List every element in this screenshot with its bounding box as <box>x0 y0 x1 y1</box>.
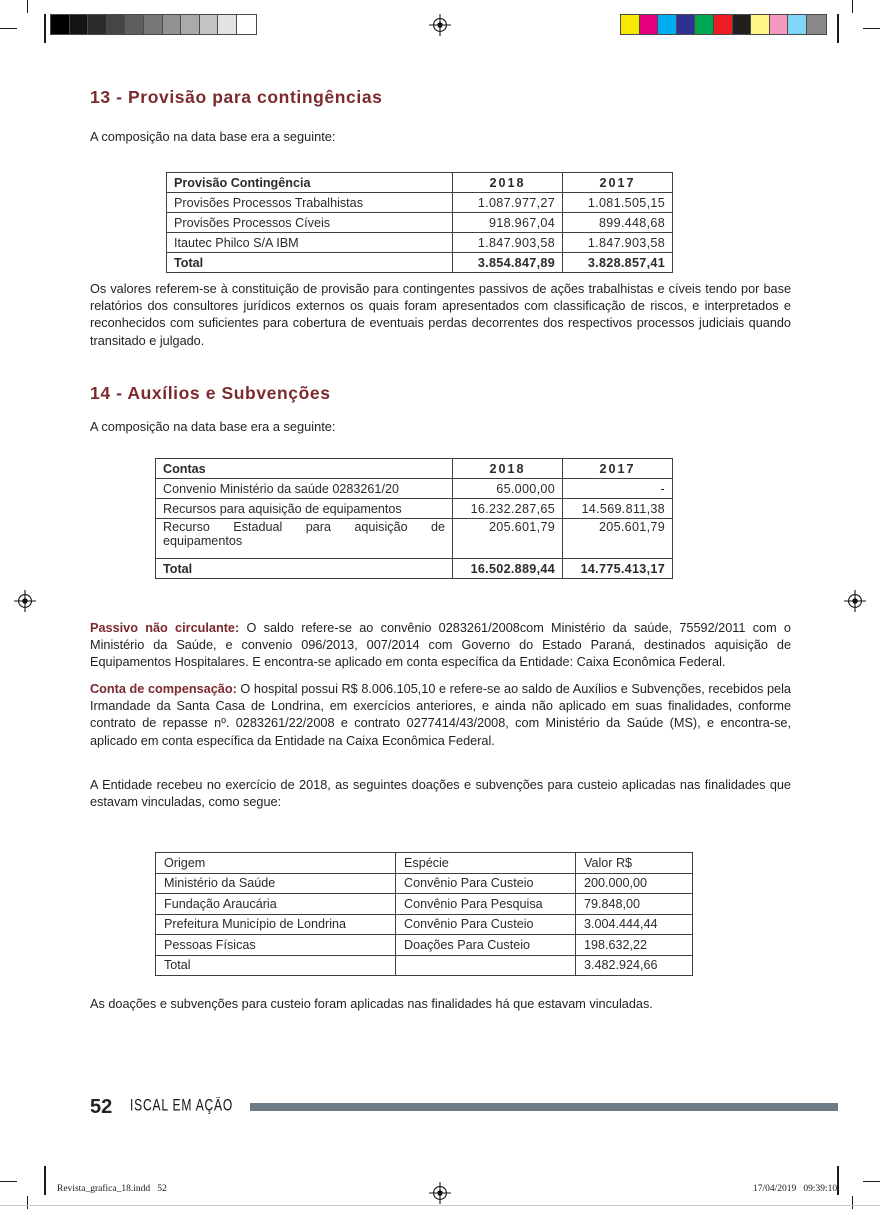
table-header-row <box>156 459 673 479</box>
column-header: Valor R$ <box>576 853 693 874</box>
table-header-row <box>167 173 673 193</box>
color-swatch <box>144 15 163 34</box>
registration-mark-icon <box>429 1182 451 1204</box>
cell-label: Fundação Araucária <box>156 894 396 915</box>
cell-value: 79.848,00 <box>576 894 693 915</box>
cell-value: 14.775.413,17 <box>563 559 673 579</box>
cell-value: 899.448,68 <box>563 213 673 233</box>
passivo-paragraph <box>90 620 791 672</box>
column-header: Provisão Contingência <box>167 173 453 193</box>
column-header: 2018 <box>453 459 563 479</box>
contas-table <box>155 458 673 579</box>
color-swatch <box>163 15 182 34</box>
print-file-slug: Revista_grafica_18.indd 52 <box>57 1184 167 1194</box>
cell-value: 3.482.924,66 <box>576 955 693 976</box>
conta-compensacao-text: O hospital possui R$ 8.006.105,10 e refere-se ao saldo de Auxílios e Subvenções, recebidos pela Irmandade da Santa Casa de Londrina, em exercícios anteriores, e ainda não aplicado em suas finalidades, conforme contrato de repasse nº. 0283261/22/2008 e contrato 0277414/43/2008, com Ministério da Saúde (MS), e encontra-se, aplicado em conta específica da Entidade na Caixa Econômica Federal. <box>90 682 791 748</box>
color-swatch <box>770 15 789 34</box>
table-row <box>156 873 693 894</box>
color-swatch <box>125 15 144 34</box>
print-datetime-slug: 17/04/2019 09:39:10 <box>753 1184 838 1194</box>
registration-mark-icon <box>844 590 866 612</box>
passivo-text: O saldo refere-se ao convênio 0283261/2008com Ministério da saúde, 75592/2011 com o Ministério da Saúde, e convenio 096/2013, 007/2014 com Governo do Estado Paraná, destinados aquisição de Equipamentos Hospitalares. E encontra-se aplicado em conta específica da Entidade: Caixa Econômica Federal. <box>90 621 791 670</box>
cell-label: Prefeitura Município de Londrina <box>156 914 396 935</box>
crop-mark <box>0 28 17 29</box>
provisao-contingencia-table <box>166 172 673 273</box>
section-13-intro: A composição na data base era a seguinte: <box>90 129 336 144</box>
table-row <box>156 935 693 956</box>
cell-value: Doações Para Custeio <box>396 935 576 956</box>
color-swatch <box>751 15 770 34</box>
grayscale-calibration-bar <box>50 14 257 35</box>
cell-value: 14.569.811,38 <box>563 499 673 519</box>
cell-value: 1.847.903,58 <box>563 233 673 253</box>
crop-mark <box>27 0 28 13</box>
cell-value: 16.502.889,44 <box>453 559 563 579</box>
color-swatch <box>714 15 733 34</box>
cell-value: 1.087.977,27 <box>453 193 563 213</box>
table-row <box>156 894 693 915</box>
color-swatch <box>181 15 200 34</box>
trim-mark <box>837 14 839 43</box>
cell-value: 205.601,79 <box>563 519 673 559</box>
color-swatch <box>218 15 237 34</box>
column-header: 2017 <box>563 173 673 193</box>
color-calibration-bar <box>620 14 827 35</box>
section-14-title: 14 - Auxílios e Subvenções <box>90 383 331 403</box>
section-13-paragraph: Os valores referem-se à constituição de provisão para contingentes passivos de ações trabalhistas e cíveis tendo por base relatórios dos consultores jurídicos externos os quais foram apresentados com classificação de riscos, e interpretados e reconhecidos com suficientes para cobertura de eventuais perdas decorrentes dos respectivos processos judiciais quando transitado e julgado. <box>90 282 791 348</box>
doacoes-intro-paragraph: A Entidade recebeu no exercício de 2018, as seguintes doações e subvenções para custeio aplicadas nas finalidades que estavam vinculadas, como segue: <box>90 778 791 810</box>
trim-mark <box>837 1166 839 1195</box>
column-header: 2018 <box>453 173 563 193</box>
origem-especie-valor-table <box>155 852 693 976</box>
closing-paragraph: As doações e subvenções para custeio foram aplicadas nas finalidades há que estavam vinculadas. <box>90 997 653 1011</box>
color-swatch <box>733 15 752 34</box>
color-swatch <box>237 15 256 34</box>
crop-mark <box>27 1196 28 1209</box>
table-row <box>156 519 673 559</box>
color-swatch <box>695 15 714 34</box>
cell-label: Total <box>156 955 396 976</box>
color-swatch <box>200 15 219 34</box>
cell-label: Provisões Processos Trabalhistas <box>167 193 453 213</box>
cell-value: 200.000,00 <box>576 873 693 894</box>
footer-divider-bar <box>250 1103 838 1111</box>
table-header-row <box>156 853 693 874</box>
cell-value: 16.232.287,65 <box>453 499 563 519</box>
cell-label: Recurso Estadual para aquisição de equipamentos <box>156 519 453 559</box>
cell-value: 65.000,00 <box>453 479 563 499</box>
conta-compensacao-lead: Conta de compensação: <box>90 682 237 696</box>
crop-mark <box>0 1181 17 1182</box>
cell-value: 1.081.505,15 <box>563 193 673 213</box>
cell-label: Recursos para aquisição de equipamentos <box>156 499 453 519</box>
cell-label: Ministério da Saúde <box>156 873 396 894</box>
color-swatch <box>70 15 89 34</box>
color-swatch <box>677 15 696 34</box>
registration-mark-icon <box>429 14 451 36</box>
page-bottom-edge <box>0 1205 880 1206</box>
color-swatch <box>658 15 677 34</box>
cell-label: Pessoas Físicas <box>156 935 396 956</box>
color-swatch <box>788 15 807 34</box>
cell-label: Convenio Ministério da saúde 0283261/20 <box>156 479 453 499</box>
cell-label: Provisões Processos Cíveis <box>167 213 453 233</box>
cell-label: Itautec Philco S/A IBM <box>167 233 453 253</box>
table-row <box>156 914 693 935</box>
cell-value: 3.004.444,44 <box>576 914 693 935</box>
table-total-row <box>167 253 673 273</box>
cell-value: 918.967,04 <box>453 213 563 233</box>
cell-value <box>396 955 576 976</box>
registration-mark-icon <box>14 590 36 612</box>
table-row <box>167 193 673 213</box>
column-header: Contas <box>156 459 453 479</box>
table-total-row <box>156 955 693 976</box>
cell-value: Convênio Para Pesquisa <box>396 894 576 915</box>
passivo-lead: Passivo não circulante: <box>90 621 240 635</box>
color-swatch <box>107 15 126 34</box>
table-row <box>156 479 673 499</box>
table-row <box>167 233 673 253</box>
color-swatch <box>807 15 826 34</box>
column-header: 2017 <box>563 459 673 479</box>
trim-mark <box>44 14 46 43</box>
magazine-logo: ISCAL EM AÇÃO <box>130 1097 234 1115</box>
cell-value: Convênio Para Custeio <box>396 914 576 935</box>
section-14-intro: A composição na data base era a seguinte: <box>90 419 336 434</box>
cell-value: 198.632,22 <box>576 935 693 956</box>
crop-mark <box>863 1181 880 1182</box>
cell-label: Total <box>156 559 453 579</box>
color-swatch <box>621 15 640 34</box>
table-row <box>156 499 673 519</box>
crop-mark <box>852 0 853 13</box>
table-row <box>167 213 673 233</box>
color-swatch <box>88 15 107 34</box>
section-13-title: 13 - Provisão para contingências <box>90 87 383 107</box>
crop-mark <box>852 1196 853 1209</box>
trim-mark <box>44 1166 46 1195</box>
page-number: 52 <box>90 1096 113 1118</box>
table-total-row <box>156 559 673 579</box>
crop-mark <box>863 28 880 29</box>
cell-label: Total <box>167 253 453 273</box>
conta-compensacao-paragraph <box>90 681 791 750</box>
cell-value: 3.828.857,41 <box>563 253 673 273</box>
color-swatch <box>51 15 70 34</box>
color-swatch <box>640 15 659 34</box>
column-header: Origem <box>156 853 396 874</box>
cell-value: Convênio Para Custeio <box>396 873 576 894</box>
cell-value: 205.601,79 <box>453 519 563 559</box>
column-header: Espécie <box>396 853 576 874</box>
cell-value: 3.854.847,89 <box>453 253 563 273</box>
cell-value: - <box>563 479 673 499</box>
cell-value: 1.847.903,58 <box>453 233 563 253</box>
